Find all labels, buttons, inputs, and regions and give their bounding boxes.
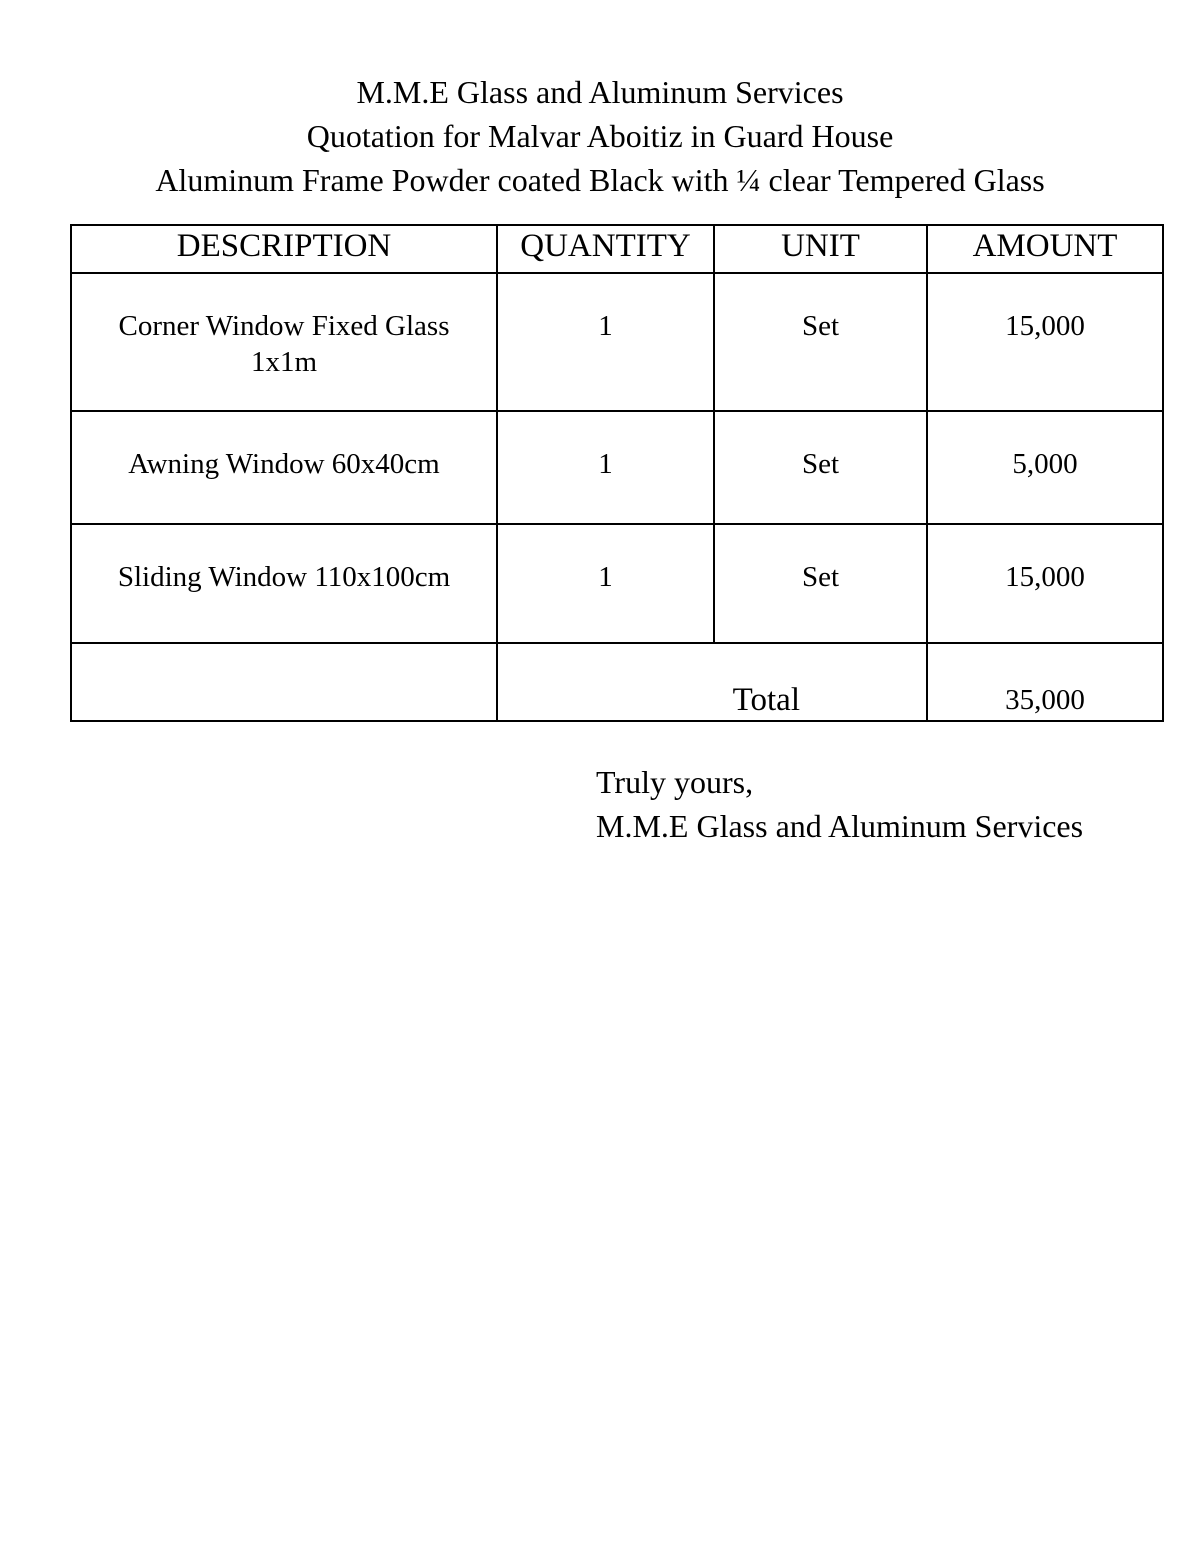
signer-name: M.M.E Glass and Aluminum Services (596, 808, 1084, 844)
quantity-cell (497, 273, 714, 411)
signature-block (596, 760, 1083, 848)
item-unit: Set (801, 448, 840, 480)
description-cell (71, 411, 497, 524)
item-amount: 15,000 (1005, 561, 1085, 593)
total-amount-cell (927, 643, 1163, 721)
table-row (71, 273, 1163, 411)
document-header (0, 70, 1200, 202)
item-description: Corner Window Fixed Glass 1x1m (118, 310, 450, 378)
empty-cell (71, 643, 497, 721)
column-header-amount: AMOUNT (927, 225, 1163, 273)
item-amount: 15,000 (1005, 310, 1085, 342)
table-header-row (71, 225, 1163, 273)
total-row (71, 643, 1163, 721)
amount-cell (927, 273, 1163, 411)
item-description: Awning Window 60x40cm (128, 448, 440, 480)
material-specification: Aluminum Frame Powder coated Black with ¼ clear Tempered Glass (155, 162, 1045, 198)
item-unit: Set (801, 561, 840, 593)
amount-cell (927, 524, 1163, 643)
description-cell (71, 524, 497, 643)
description-cell (71, 273, 497, 411)
quotation-subject: Quotation for Malvar Aboitiz in Guard House (306, 118, 894, 154)
item-quantity: 1 (598, 448, 613, 480)
quotation-table (70, 224, 1164, 722)
quantity-cell (497, 411, 714, 524)
quantity-cell (497, 524, 714, 643)
table-row (71, 524, 1163, 643)
company-name: M.M.E Glass and Aluminum Services (356, 74, 844, 110)
column-header-description: DESCRIPTION (71, 225, 497, 273)
item-quantity: 1 (598, 561, 613, 593)
column-header-quantity: QUANTITY (497, 225, 714, 273)
item-amount: 5,000 (1012, 448, 1078, 480)
total-label-cell (497, 643, 927, 721)
item-description: Sliding Window 110x100cm (117, 561, 451, 593)
unit-cell (714, 273, 927, 411)
table-row (71, 411, 1163, 524)
closing-text: Truly yours, (596, 764, 754, 800)
total-amount: 35,000 (1005, 684, 1085, 716)
unit-cell (714, 411, 927, 524)
column-header-unit: UNIT (714, 225, 927, 273)
amount-cell (927, 411, 1163, 524)
total-label: Total (732, 682, 800, 718)
item-quantity: 1 (598, 310, 613, 342)
item-unit: Set (801, 310, 840, 342)
unit-cell (714, 524, 927, 643)
